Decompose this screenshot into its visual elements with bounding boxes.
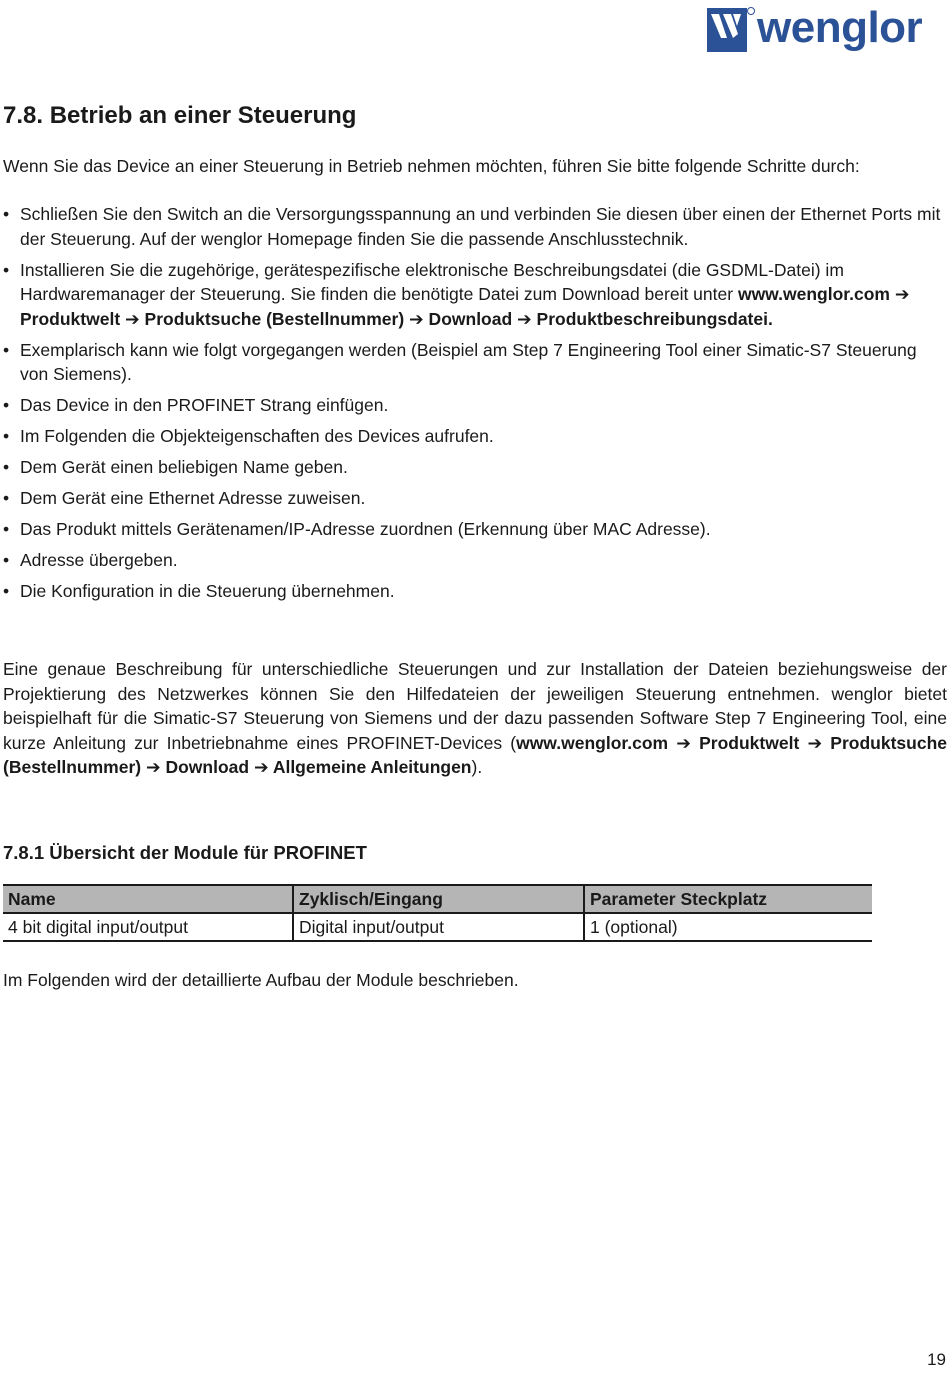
wenglor-logo-text: wenglor [757,3,923,52]
list-item: • Im Folgenden die Objekteigenschaften des Devices aufrufen. [3,426,494,446]
subsection-heading: 7.8.1 Übersicht der Module für PROFINET [3,842,367,863]
wenglor-logo-mark-icon [707,6,755,54]
list-item: • Adresse übergeben. [3,550,178,570]
column-header-name: Name [3,885,293,913]
list-item: • Installieren Sie die zugehörige, gerätespezifische elektronische Beschreibungsdatei (die GSDML-Datei) im Hardwaremanager der Steuerung. Sie finden die benötigte Datei zum Download bereit unter www.wenglor.com ➔ Produktwelt ➔ Produktsuche (Bestellnummer) ➔ Download ➔ Produktbeschreibungsdatei. [3,259,910,329]
page-number: 19 [927,1350,946,1369]
list-item: • Dem Gerät eine Ethernet Adresse zuweisen. [3,488,366,508]
description-paragraph: Eine genaue Beschreibung für unterschiedliche Steuerungen und zur Installation der Dateien beziehungsweise der Projektierung des Netzwerkes können Sie den Hilfedateien der jeweiligen Steuerung entnehmen. wenglor bietet beispielhaft für die Simatic-S7 Steuerung von Siemens und der dazu passenden Software Step 7 Engineering Tool, eine kurze Anleitung zur Inbetriebnahme eines PROFINET-Devices (www.wenglor.com ➔ Produktwelt ➔ Produktsuche (Bestellnummer) ➔ Download ➔ Allgemeine Anleitungen). [3,659,947,777]
modules-table [3,884,872,942]
table-header-row [3,885,872,913]
list-item: • Schließen Sie den Switch an die Versorgungsspannung an und verbinden Sie diesen über einen der Ethernet Ports mit der Steuerung. Auf der wenglor Homepage finden Sie die passende Anschlusstechnik. [3,204,941,249]
list-item: • Die Konfiguration in die Steuerung übernehmen. [3,581,395,601]
column-header-cyclic: Zyklisch/Eingang [293,885,584,913]
table-row [3,913,872,941]
list-item: • Das Device in den PROFINET Strang einfügen. [3,395,389,415]
column-header-param: Parameter Steckplatz [584,885,872,913]
list-item: • Das Produkt mittels Gerätenamen/IP-Adresse zuordnen (Erkennung über MAC Adresse). [3,519,711,539]
wenglor-logo [707,3,950,54]
intro-paragraph: Wenn Sie das Device an einer Steuerung in Betrieb nehmen möchten, führen Sie bitte folgende Schritte durch: [3,156,860,176]
instructions-path: www.wenglor.com ➔ Produktwelt ➔ Produktsuche (Bestellnummer) ➔ Download ➔ Allgemeine Anleitungen [3,732,947,777]
table-cell: 4 bit digital input/output [3,913,293,941]
outro-paragraph: Im Folgenden wird der detaillierte Aufbau der Module beschrieben. [3,970,519,990]
download-path: www.wenglor.com ➔ Produktwelt ➔ Produktsuche (Bestellnummer) ➔ Download ➔ Produktbeschreibungsdatei. [20,284,910,329]
table-cell: Digital input/output [293,913,584,941]
list-item: • Exemplarisch kann wie folgt vorgegangen werden (Beispiel am Step 7 Engineering Tool einer Simatic-S7 Steuerung von Siemens). [3,339,917,384]
list-item: • Dem Gerät einen beliebigen Name geben. [3,457,348,477]
table-cell: 1 (optional) [584,913,872,941]
steps-list [3,202,943,610]
section-heading: 7.8. Betrieb an einer Steuerung [3,102,357,129]
